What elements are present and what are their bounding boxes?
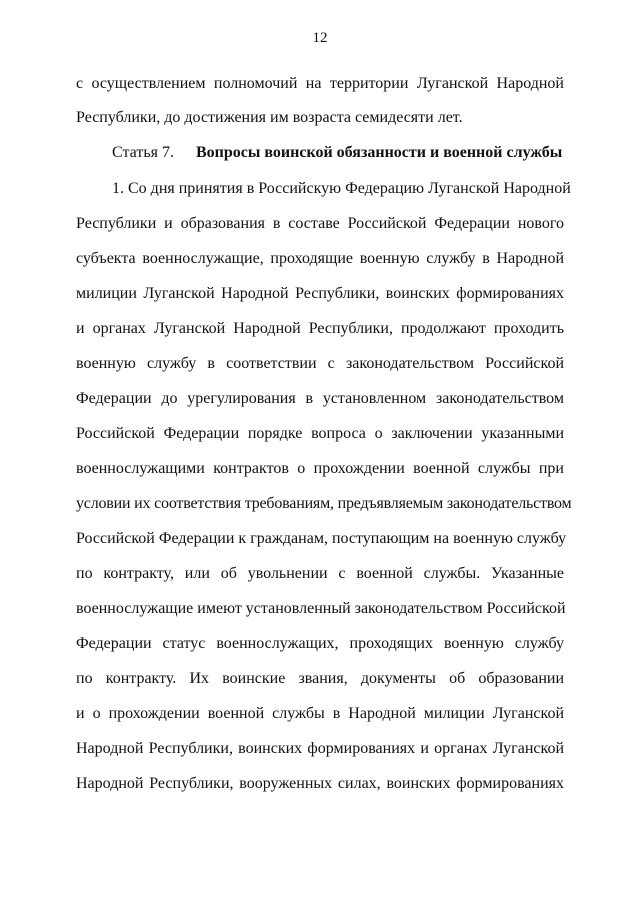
article-number: Статья 7.	[112, 144, 174, 161]
paragraph-line-14: Федерации статус военнослужащих, проходящих военную службу	[76, 635, 564, 652]
article-heading	[112, 143, 562, 163]
paragraph-line-17: Народной Республики, воинских формированиях и органах Луганской	[76, 740, 564, 757]
paragraph-line-4: милиции Луганской Народной Республики, воинских формированиях	[76, 285, 564, 302]
intro-line-1: с осуществлением полномочий на территории Луганской Народной	[76, 75, 564, 92]
paragraph-line-11: Российской Федерации к гражданам, поступающим на военную службу	[76, 530, 567, 547]
paragraph-line-16: и о прохождении военной службы в Народной милиции Луганской	[76, 705, 564, 722]
paragraph-line-2: Республики и образования в составе Российской Федерации нового	[76, 215, 564, 232]
paragraph-line-18: Народной Республики, вооруженных силах, воинских формированиях	[76, 775, 564, 792]
paragraph-line-15: по контракту. Их воинские звания, документы об образовании	[76, 670, 564, 687]
paragraph-line-8: Российской Федерации порядке вопроса о заключении указанными	[76, 425, 564, 442]
paragraph-line-13: военнослужащие имеют установленный законодательством Российской	[76, 600, 566, 617]
paragraph-line-5: и органах Луганской Народной Республики, продолжают проходить	[76, 320, 564, 337]
page-number: 12	[312, 30, 328, 46]
paragraph-line-12: по контракту, или об увольнении с военной службы. Указанные	[76, 565, 564, 582]
paragraph-line-7: Федерации до урегулирования в установленном законодательством	[76, 390, 564, 407]
paragraph-line-10: условии их соответствия требованиям, предъявляемым законодательством	[76, 495, 572, 512]
paragraph-line-3: субъекта военнослужащие, проходящие военную службу в Народной	[76, 250, 564, 267]
paragraph-line-1: 1. Со дня принятия в Российскую Федерацию Луганской Народной	[112, 180, 571, 197]
paragraph-line-9: военнослужащими контрактов о прохождении военной службы при	[76, 460, 564, 477]
article-title: Вопросы воинской обязанности и военной службы	[196, 144, 563, 161]
intro-line-2: Республики, до достижения им возраста семидесяти лет.	[76, 109, 463, 126]
paragraph-line-6: военную службу в соответствии с законодательством Российской	[76, 355, 564, 372]
